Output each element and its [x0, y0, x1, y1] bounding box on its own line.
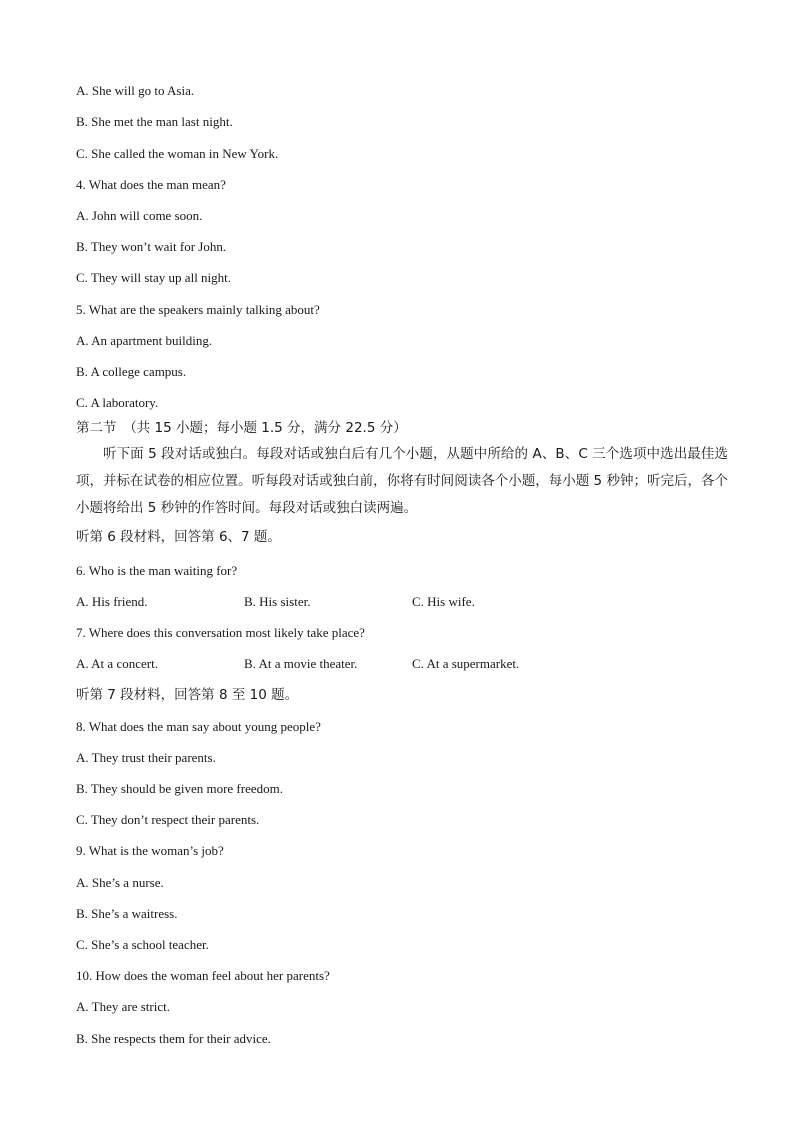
q8-option-a: A. They trust their parents.	[76, 750, 216, 765]
q6-question: 6. Who is the man waiting for?	[76, 563, 238, 578]
q10-option-a: A. They are strict.	[76, 999, 170, 1014]
q10-option-b: B. She respects them for their advice.	[76, 1031, 271, 1046]
q8-option-c: C. They don’t respect their parents.	[76, 812, 260, 827]
q6-option-b: B. His sister.	[244, 594, 311, 609]
q8-question: 8. What does the man say about young people?	[76, 719, 321, 734]
section2-instructions: 听下面 5 段对话或独白。每段对话或独白后有几个小题，从题中所给的 A、B、C 三个选项中选出最佳选项，并标在试卷的相应位置。听每段对话或独白前，你将有时间阅读各个小题，每小题 5 秒钟；听完后，各个小题将给出 5 秒钟的作答时间。每段对话或独白读两遍。	[76, 446, 728, 516]
q7-option-a: A. At a concert.	[76, 656, 158, 671]
q4-option-b: B. They won’t wait for John.	[76, 239, 227, 254]
passage6-label: 听第 6 段材料，回答第 6、7 题。	[76, 529, 281, 545]
q7-option-c: C. At a supermarket.	[412, 656, 520, 671]
q5-option-b: B. A college campus.	[76, 364, 187, 379]
q5-option-c: C. A laboratory.	[76, 395, 159, 410]
q5-question: 5. What are the speakers mainly talking about?	[76, 302, 320, 317]
section2-heading: 第二节 （共 15 小题；每小题 1.5 分，满分 22.5 分）	[76, 420, 407, 436]
q3-option-c: C. She called the woman in New York.	[76, 146, 279, 161]
q5-option-a: A. An apartment building.	[76, 333, 213, 348]
q9-question: 9. What is the woman’s job?	[76, 843, 224, 858]
q6-option-c: C. His wife.	[412, 594, 475, 609]
passage7-label: 听第 7 段材料，回答第 8 至 10 题。	[76, 687, 299, 703]
q3-option-b: B. She met the man last night.	[76, 114, 233, 129]
q8-option-b: B. They should be given more freedom.	[76, 781, 283, 796]
q3-option-a: A. She will go to Asia.	[76, 83, 195, 98]
q7-question: 7. Where does this conversation most likely take place?	[76, 625, 365, 640]
q9-option-c: C. She’s a school teacher.	[76, 937, 209, 952]
q7-option-b: B. At a movie theater.	[244, 656, 358, 671]
q4-question: 4. What does the man mean?	[76, 177, 226, 192]
q6-option-a: A. His friend.	[76, 594, 148, 609]
q9-option-a: A. She’s a nurse.	[76, 875, 164, 890]
q4-option-c: C. They will stay up all night.	[76, 270, 232, 285]
q9-option-b: B. She’s a waitress.	[76, 906, 178, 921]
q10-question: 10. How does the woman feel about her parents?	[76, 968, 330, 983]
q4-option-a: A. John will come soon.	[76, 208, 203, 223]
